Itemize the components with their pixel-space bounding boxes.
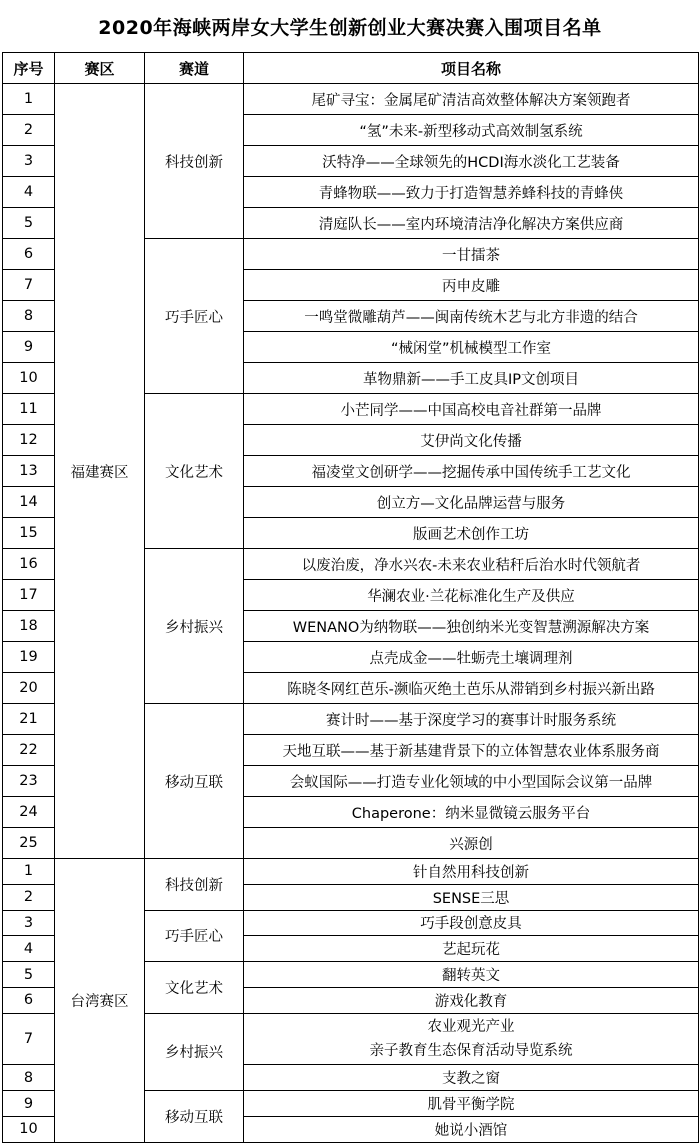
project-name-cell: 创立方—文化品牌运营与服务 [244,487,699,518]
serial-cell: 1 [3,859,55,885]
project-name-cell: “械闲堂”机械模型工作室 [244,332,699,363]
project-name-cell: 会蚁国际——打造专业化领域的中小型国际会议第一品牌 [244,766,699,797]
project-name-cell: 革物鼎新——手工皮具IP文创项目 [244,363,699,394]
serial-cell: 8 [3,1065,55,1091]
track-cell: 科技创新 [145,84,244,239]
project-name-cell: 巧手段创意皮具 [244,910,699,936]
serial-cell: 1 [3,84,55,115]
serial-cell: 13 [3,456,55,487]
serial-cell: 7 [3,270,55,301]
project-name-cell: 尾矿寻宝：金属尾矿清洁高效整体解决方案领跑者 [244,84,699,115]
serial-cell: 8 [3,301,55,332]
table-row [3,859,699,885]
serial-cell: 4 [3,177,55,208]
project-name-line: 农业观光产业 [427,1019,515,1036]
serial-cell: 14 [3,487,55,518]
serial-cell: 11 [3,394,55,425]
project-name-cell: 支教之窗 [244,1065,699,1091]
serial-cell: 2 [3,884,55,910]
project-name-cell: 游戏化教育 [244,987,699,1013]
serial-cell: 22 [3,735,55,766]
header-region: 赛区 [55,53,145,84]
project-name-cell: 艾伊尚文化传播 [244,425,699,456]
serial-cell: 6 [3,239,55,270]
project-name-cell: 福凌堂文创研学——挖掘传承中国传统手工艺文化 [244,456,699,487]
project-name-cell: 针自然用科技创新 [244,859,699,885]
serial-cell: 5 [3,962,55,988]
track-cell: 乡村振兴 [145,549,244,704]
region-cell: 福建赛区 [55,84,145,859]
project-name-cell: 肌骨平衡学院 [244,1091,699,1117]
header-serial: 序号 [3,53,55,84]
serial-cell: 24 [3,797,55,828]
serial-cell: 12 [3,425,55,456]
serial-cell: 20 [3,673,55,704]
track-cell: 巧手匠心 [145,910,244,962]
serial-cell: 9 [3,1091,55,1117]
project-name-cell: 点壳成金——牡蛎壳土壤调理剂 [244,642,699,673]
project-name-cell: 艺起玩花 [244,936,699,962]
serial-cell: 17 [3,580,55,611]
project-name-cell: 陈晓冬网红芭乐-濒临灭绝土芭乐从滞销到乡村振兴新出路 [244,673,699,704]
table-body [3,84,699,1143]
project-name-cell: 她说小酒馆 [244,1116,699,1142]
table-row [3,84,699,115]
project-name-cell: “氢”未来-新型移动式高效制氢系统 [244,115,699,146]
serial-cell: 18 [3,611,55,642]
track-cell: 文化艺术 [145,394,244,549]
serial-cell: 4 [3,936,55,962]
serial-cell: 5 [3,208,55,239]
track-cell: 巧手匠心 [145,239,244,394]
serial-cell: 3 [3,910,55,936]
header-track: 赛道 [145,53,244,84]
serial-cell: 10 [3,1116,55,1142]
project-name-cell: 清庭队长——室内环境清洁净化解决方案供应商 [244,208,699,239]
track-cell: 乡村振兴 [145,1013,244,1090]
project-table [2,52,699,1143]
track-cell: 移动互联 [145,704,244,859]
project-name-cell: 一甘擂茶 [244,239,699,270]
page-title: 2020年海峡两岸女大学生创新创业大赛决赛入围项目名单 [98,16,602,39]
project-name-cell: 青蜂物联——致力于打造智慧养蜂科技的青蜂侠 [244,177,699,208]
project-name-cell: WENANO为纳物联——独创纳米光变智慧溯源解决方案 [244,611,699,642]
project-name-cell: Chaperone：纳米显微镜云服务平台 [244,797,699,828]
track-cell: 移动互联 [145,1091,244,1143]
project-name-cell: 赛计时——基于深度学习的赛事计时服务系统 [244,704,699,735]
track-cell: 科技创新 [145,859,244,911]
serial-cell: 9 [3,332,55,363]
serial-cell: 7 [3,1013,55,1065]
project-name-cell: 华澜农业·兰花标准化生产及供应 [244,580,699,611]
track-cell: 文化艺术 [145,962,244,1014]
project-name-cell: 翻转英文 [244,962,699,988]
serial-cell: 25 [3,828,55,859]
serial-cell: 3 [3,146,55,177]
header-project-name: 项目名称 [244,53,699,84]
serial-cell: 16 [3,549,55,580]
table-header-row [3,53,699,84]
serial-cell: 19 [3,642,55,673]
project-name-line: 亲子教育生态保育活动导览系统 [369,1043,573,1060]
project-name-cell: 天地互联——基于新基建背景下的立体智慧农业体系服务商 [244,735,699,766]
project-name-cell: 沃特净——全球领先的HCDI海水淡化工艺装备 [244,146,699,177]
project-name-cell: SENSE三思 [244,884,699,910]
serial-cell: 2 [3,115,55,146]
serial-cell: 15 [3,518,55,549]
project-name-cell: 版画艺术创作工坊 [244,518,699,549]
project-name-cell [244,1013,699,1065]
project-name-cell: 兴源创 [244,828,699,859]
project-name-cell: 一鸣堂微雕葫芦——闽南传统木艺与北方非遗的结合 [244,301,699,332]
project-name-cell: 小芒同学——中国高校电音社群第一品牌 [244,394,699,425]
serial-cell: 21 [3,704,55,735]
serial-cell: 10 [3,363,55,394]
region-cell: 台湾赛区 [55,859,145,1143]
project-name-cell: 丙申皮雕 [244,270,699,301]
serial-cell: 6 [3,987,55,1013]
serial-cell: 23 [3,766,55,797]
project-name-cell: 以废治废，净水兴农-未来农业秸秆后治水时代领航者 [244,549,699,580]
